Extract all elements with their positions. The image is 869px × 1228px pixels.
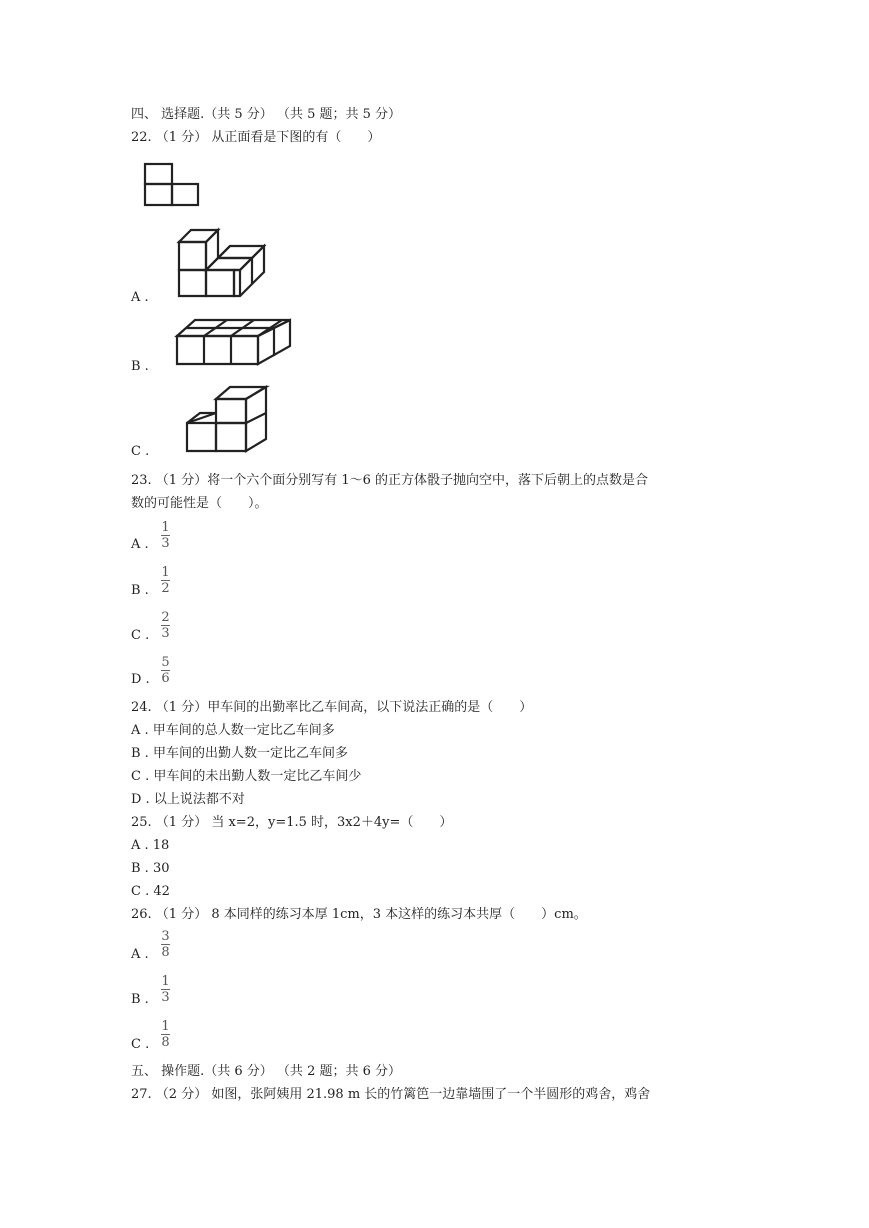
option-b-cube-figure <box>174 316 294 370</box>
question-23-option-b-fraction <box>161 566 170 595</box>
question-23-option-d-fraction <box>161 656 170 685</box>
front-view-figure <box>141 160 203 210</box>
question-24-stem: 24. （1 分）甲车间的出勤率比乙车间高，以下说法正确的是（ ） <box>131 700 533 715</box>
question-26-stem: 26. （1 分） 8 本同样的练习本厚 1cm，3 本这样的练习本共厚（ ）cm。 <box>131 907 587 922</box>
denominator: 3 <box>161 536 170 551</box>
question-24-option-c[interactable]: C . 甲车间的未出勤人数一定比乙车间少 <box>131 769 362 784</box>
question-23-option-a[interactable]: A . <box>131 537 149 552</box>
question-23-option-a-fraction <box>161 521 170 550</box>
question-23-stem-line1: 23. （1 分）将一个六个面分别写有 1～6 的正方体骰子抛向空中，落下后朝上的点数是合 <box>131 473 649 488</box>
numerator: 1 <box>161 974 170 989</box>
question-26-option-b-fraction <box>161 975 170 1004</box>
question-26-option-a[interactable]: A . <box>131 947 149 962</box>
denominator: 6 <box>161 671 170 686</box>
question-23-option-c-fraction <box>161 611 170 640</box>
question-23-option-b[interactable]: B . <box>131 583 149 598</box>
denominator: 3 <box>161 990 170 1005</box>
option-c-cube-figure <box>184 383 274 455</box>
question-23-stem-line2: 数的可能性是（ ）。 <box>131 496 268 511</box>
question-22-stem: 22. （1 分） 从正面看是下图的有（ ） <box>131 130 381 145</box>
question-24-option-d[interactable]: D . 以上说法都不对 <box>131 792 245 807</box>
question-24-option-a[interactable]: A . 甲车间的总人数一定比乙车间多 <box>131 723 335 738</box>
question-25-option-c[interactable]: C . 42 <box>131 884 170 899</box>
numerator: 5 <box>161 655 170 670</box>
question-25-option-a[interactable]: A . 18 <box>131 838 170 853</box>
option-a-cube-figure <box>176 226 268 300</box>
numerator: 3 <box>161 929 170 944</box>
denominator: 3 <box>161 626 170 641</box>
denominator: 2 <box>161 581 170 596</box>
question-27-stem: 27. （2 分） 如图，张阿姨用 21.98 m 长的竹篱笆一边靠墙围了一个半圆形的鸡舍，鸡舍 <box>131 1087 651 1102</box>
denominator: 8 <box>161 945 170 960</box>
question-26-option-c-fraction <box>161 1020 170 1049</box>
question-22-option-b[interactable]: B . <box>131 359 149 374</box>
denominator: 8 <box>161 1035 170 1050</box>
question-26-option-c[interactable]: C . <box>131 1037 150 1052</box>
question-22-option-c[interactable]: C . <box>131 444 150 459</box>
question-23-option-c[interactable]: C . <box>131 628 150 643</box>
numerator: 1 <box>161 565 170 580</box>
question-26-option-b[interactable]: B . <box>131 992 149 1007</box>
question-26-option-a-fraction <box>161 930 170 959</box>
section-heading-5: 五、 操作题.（共 6 分） （共 2 题；共 6 分） <box>131 1064 402 1079</box>
question-25-stem: 25. （1 分） 当 x=2，y=1.5 时，3x2＋4y=（ ） <box>131 815 453 830</box>
numerator: 2 <box>161 610 170 625</box>
numerator: 1 <box>161 1019 170 1034</box>
question-23-option-d[interactable]: D . <box>131 672 150 687</box>
question-25-option-b[interactable]: B . 30 <box>131 861 170 876</box>
section-heading-4: 四、 选择题.（共 5 分） （共 5 题；共 5 分） <box>131 107 402 122</box>
question-22-option-a[interactable]: A . <box>131 290 149 305</box>
question-24-option-b[interactable]: B . 甲车间的出勤人数一定比乙车间多 <box>131 746 348 761</box>
numerator: 1 <box>161 520 170 535</box>
